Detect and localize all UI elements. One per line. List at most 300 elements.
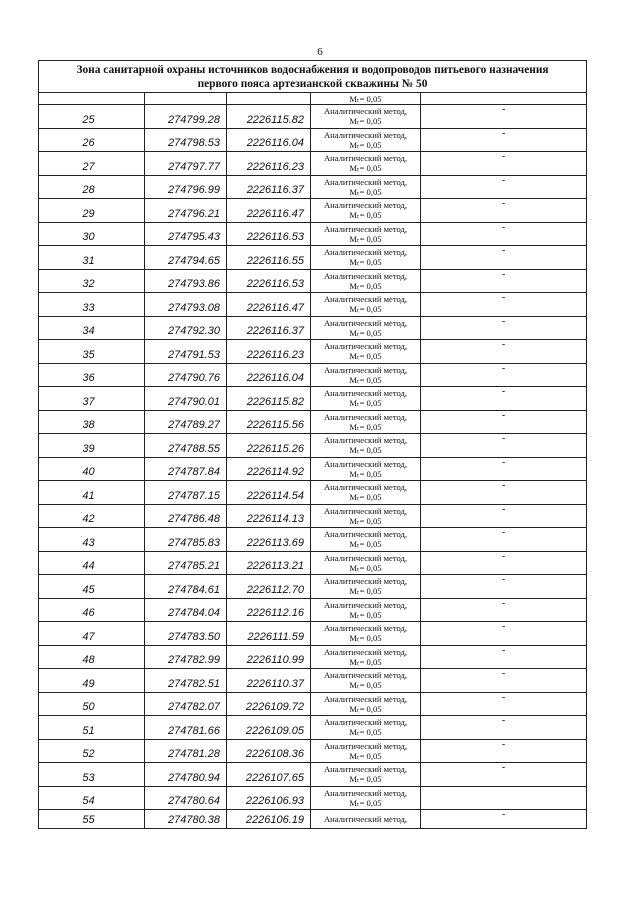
x-coordinate: 274796.21 [168, 207, 220, 220]
note-text: - [501, 621, 506, 632]
method-text: Аналитический метод, [323, 646, 408, 657]
cell-point-number [39, 434, 145, 458]
cell-method [311, 199, 421, 223]
cell-point-number [39, 692, 145, 716]
table-row [39, 528, 587, 552]
accuracy-text: Mₜ= 0,05 [349, 116, 382, 127]
note-text: - [501, 762, 506, 773]
table-row [39, 504, 587, 528]
cell-x-coordinate [145, 410, 227, 434]
point-number: 49 [82, 677, 95, 690]
point-number: 27 [82, 160, 95, 173]
cell-x-coordinate [145, 551, 227, 575]
cell-method [311, 575, 421, 599]
note-text: - [501, 644, 506, 656]
point-number: 55 [82, 814, 95, 826]
cell-y-coordinate [227, 410, 311, 434]
cell-y-coordinate [227, 199, 311, 223]
accuracy-text: Mₜ= 0,05 [349, 797, 382, 808]
y-coordinate: 2226114.13 [246, 513, 304, 525]
cell-note [421, 434, 587, 458]
cell-method [311, 152, 421, 176]
x-coordinate: 274793.08 [168, 301, 220, 314]
cell-x-coordinate [145, 222, 227, 246]
cell-y-coordinate [227, 622, 311, 646]
note-text: - [501, 104, 506, 115]
cell-y-coordinate [227, 363, 311, 387]
method-text: Аналитический метод, [323, 552, 408, 563]
cell-note [421, 645, 587, 669]
cell-point-number [39, 645, 145, 669]
cell-method [311, 175, 421, 199]
y-coordinate: 2226115.56 [246, 419, 304, 431]
cell-note [421, 739, 587, 763]
table-row [39, 551, 587, 575]
cell-y-coordinate [227, 269, 311, 293]
cell-y-coordinate [227, 152, 311, 176]
note-text: - [501, 221, 506, 233]
cell-point-number [39, 269, 145, 293]
accuracy-text: Mₜ= 0,05 [349, 727, 382, 738]
table-row [39, 363, 587, 387]
method-text: Аналитический метод, [323, 388, 408, 399]
cell-point-number [39, 246, 145, 270]
y-coordinate: 2226112.70 [246, 583, 304, 596]
cell-x-coordinate [145, 786, 227, 810]
y-coordinate: 2226116.37 [246, 184, 304, 196]
cell-method [311, 528, 421, 552]
accuracy-text: Mₜ= 0,05 [349, 351, 382, 362]
method-text: Аналитический метод, [323, 529, 408, 540]
cell-y-coordinate [227, 810, 311, 829]
cell-x-coordinate [145, 528, 227, 552]
cell-note [421, 410, 587, 434]
cell-point-number [39, 786, 145, 810]
note-text: - [501, 339, 506, 350]
cell-x-coordinate [145, 739, 227, 763]
method-text: Аналитический метод, [323, 223, 408, 234]
cell-note [421, 152, 587, 176]
x-coordinate: 274794.65 [168, 254, 220, 267]
cell-method [311, 716, 421, 740]
accuracy-text: Mₜ= 0,05 [349, 233, 382, 244]
note-text: - [501, 550, 506, 562]
table-row [39, 622, 587, 646]
y-coordinate: 2226115.82 [246, 113, 304, 126]
point-number: 47 [82, 630, 95, 643]
cell-point-number [39, 669, 145, 693]
point-number: 40 [82, 466, 95, 478]
cell-method [311, 363, 421, 387]
cell-x-coordinate [145, 269, 227, 293]
table-row [39, 387, 587, 411]
note-text: - [501, 245, 506, 256]
cell-note [421, 293, 587, 317]
cell-x-coordinate [145, 363, 227, 387]
y-coordinate: 2226116.04 [246, 137, 304, 149]
x-coordinate: 274787.84 [168, 466, 220, 478]
method-text: Аналитический метод, [323, 200, 408, 211]
cell-x-coordinate [145, 716, 227, 740]
table-row [39, 152, 587, 176]
x-coordinate: 274784.61 [168, 583, 220, 596]
cell-y [227, 93, 311, 105]
cell-x-coordinate [145, 316, 227, 340]
cell-x-coordinate [145, 340, 227, 364]
cell-method [311, 93, 421, 105]
cell-note [421, 105, 587, 129]
accuracy-text: Mₜ= 0,05 [349, 421, 382, 432]
note-text: - [501, 386, 506, 397]
method-text: Аналитический метод, [323, 411, 408, 422]
note-text: - [501, 315, 506, 327]
cell-method [311, 551, 421, 575]
y-coordinate: 2226116.53 [246, 278, 304, 290]
cell-note [421, 763, 587, 787]
coordinates-table [38, 60, 587, 829]
note-text: - [501, 268, 506, 280]
cell-note [421, 246, 587, 270]
x-coordinate: 274791.53 [168, 348, 220, 361]
cell-method [311, 481, 421, 505]
note-text: - [501, 292, 506, 303]
accuracy-text: Mₜ= 0,05 [349, 468, 382, 479]
cell-note [421, 786, 587, 810]
point-number: 51 [82, 724, 95, 737]
cell-point-number [39, 457, 145, 481]
note-text: - [501, 433, 506, 444]
x-coordinate: 274785.21 [168, 560, 220, 572]
cell-y-coordinate [227, 598, 311, 622]
cell-y-coordinate [227, 340, 311, 364]
method-text: Аналитический метод, [323, 717, 408, 728]
point-number: 34 [82, 325, 95, 337]
y-coordinate: 2226115.26 [246, 442, 304, 455]
x-coordinate: 274798.53 [168, 137, 220, 149]
table-row [39, 575, 587, 599]
cell-method [311, 763, 421, 787]
cell-method [311, 457, 421, 481]
y-coordinate: 2226111.59 [247, 630, 304, 643]
cell-note [421, 340, 587, 364]
x-coordinate: 274782.51 [168, 677, 220, 690]
cell-method [311, 810, 421, 829]
y-coordinate: 2226113.21 [246, 560, 304, 572]
accuracy-text: Mₜ= 0,05 [349, 93, 382, 104]
note-text: - [501, 456, 506, 468]
y-coordinate: 2226109.72 [245, 701, 304, 713]
cell-point-number [39, 504, 145, 528]
y-coordinate: 2226116.47 [246, 301, 304, 314]
point-number: 38 [82, 419, 95, 431]
table-row [39, 410, 587, 434]
cell-point-number [39, 575, 145, 599]
x-coordinate: 274796.99 [168, 184, 220, 196]
x-coordinate: 274792.30 [168, 325, 220, 337]
cell-note [421, 716, 587, 740]
y-coordinate: 2226116.55 [246, 254, 304, 267]
accuracy-text: Mₜ= 0,05 [349, 210, 382, 221]
accuracy-text: Mₜ= 0,05 [349, 586, 382, 597]
y-coordinate: 2226114.92 [246, 466, 304, 478]
point-number: 42 [82, 513, 95, 525]
note-text: - [501, 174, 506, 186]
note-text: - [501, 668, 506, 679]
note-text: - [501, 809, 506, 820]
table-row [39, 340, 587, 364]
cell-point-number [39, 199, 145, 223]
cell-y-coordinate [227, 763, 311, 787]
cell-x-coordinate [145, 575, 227, 599]
cell-x-coordinate [145, 175, 227, 199]
table-row [39, 316, 587, 340]
cell-x-coordinate [145, 387, 227, 411]
table-row [39, 786, 587, 810]
page-number: 6 [317, 46, 323, 58]
accuracy-text: Mₜ= 0,05 [349, 445, 382, 456]
cell-y-coordinate [227, 692, 311, 716]
continued-row [39, 93, 587, 105]
point-number: 44 [82, 560, 95, 572]
accuracy-text: Mₜ= 0,05 [349, 163, 382, 174]
cell-note [421, 810, 587, 829]
x-coordinate: 274780.94 [168, 771, 220, 784]
cell-method [311, 692, 421, 716]
cell-point-number [39, 316, 145, 340]
cell-y-coordinate [227, 716, 311, 740]
point-number: 36 [82, 372, 95, 384]
cell-method [311, 622, 421, 646]
cell-method [311, 739, 421, 763]
table-row [39, 269, 587, 293]
cell-point-number [39, 175, 145, 199]
method-text: Аналитический метод, [323, 458, 408, 469]
cell-note [421, 93, 587, 105]
accuracy-text: Mₜ= 0,05 [349, 703, 382, 714]
note-text: - [501, 198, 506, 209]
accuracy-text: Mₜ= 0,05 [349, 515, 382, 526]
cell-point-number [39, 410, 145, 434]
cell-point-number [39, 387, 145, 411]
table-row [39, 175, 587, 199]
table-header-row [39, 61, 587, 93]
y-coordinate: 2226115.82 [246, 395, 304, 408]
cell-method [311, 598, 421, 622]
cell-y-coordinate [227, 457, 311, 481]
note-text: - [501, 691, 506, 703]
table-title-line-2: первого пояса артезианской скважины № 50 [197, 78, 428, 90]
point-number: 37 [82, 395, 95, 408]
table-row [39, 128, 587, 152]
cell-x-coordinate [145, 598, 227, 622]
cell-y-coordinate [227, 128, 311, 152]
cell-note [421, 269, 587, 293]
note-text: - [501, 480, 506, 491]
cell-note [421, 316, 587, 340]
method-text: Аналитический метод, [323, 764, 408, 775]
cell-y-coordinate [227, 105, 311, 129]
cell-y-coordinate [227, 575, 311, 599]
method-text: Аналитический метод, [323, 482, 408, 493]
cell-y-coordinate [227, 504, 311, 528]
cell-x-coordinate [145, 293, 227, 317]
accuracy-text: Mₜ= 0,05 [349, 750, 382, 761]
cell-y-coordinate [227, 739, 311, 763]
cell-y-coordinate [227, 316, 311, 340]
method-text: Аналитический метод, [323, 576, 408, 587]
cell-x-coordinate [145, 152, 227, 176]
x-coordinate: 274795.43 [168, 231, 220, 243]
x-coordinate: 274793.86 [168, 278, 220, 290]
accuracy-text: Mₜ= 0,05 [349, 492, 382, 503]
accuracy-text: Mₜ= 0,05 [349, 327, 382, 338]
x-coordinate: 274789.27 [168, 419, 220, 431]
note-text: - [501, 715, 506, 726]
cell-x-coordinate [145, 645, 227, 669]
cell-method [311, 105, 421, 129]
table-row [39, 645, 587, 669]
point-number: 32 [82, 278, 95, 290]
cell-method [311, 269, 421, 293]
cell-note [421, 363, 587, 387]
point-number: 33 [82, 301, 95, 314]
x-coordinate: 274799.28 [168, 113, 220, 126]
point-number: 41 [82, 489, 95, 502]
cell-point-number [39, 152, 145, 176]
cell-point-number [39, 763, 145, 787]
cell-point-number [39, 551, 145, 575]
x-coordinate: 274783.50 [168, 630, 220, 643]
method-text: Аналитический метод, [323, 317, 408, 328]
y-coordinate: 2226106.93 [245, 795, 304, 807]
cell-note [421, 692, 587, 716]
cell-method [311, 293, 421, 317]
point-number: 45 [82, 583, 95, 596]
note-text: - [501, 574, 506, 585]
cell-y-coordinate [227, 387, 311, 411]
x-coordinate: 274785.83 [168, 536, 220, 549]
cell-point-number [39, 293, 145, 317]
table-row-last [39, 810, 587, 829]
x-coordinate: 274790.01 [168, 395, 220, 408]
accuracy-text: Mₜ= 0,05 [349, 774, 382, 785]
point-number: 25 [82, 113, 95, 126]
method-text: Аналитический метод, [323, 435, 408, 446]
x-coordinate: 274786.48 [168, 513, 220, 525]
y-coordinate: 2226109.05 [245, 724, 304, 737]
method-text: Аналитический метод, [323, 670, 408, 681]
cell-note [421, 128, 587, 152]
table-row [39, 222, 587, 246]
note-text: - [501, 597, 506, 609]
cell-method [311, 504, 421, 528]
accuracy-text: Mₜ= 0,05 [349, 539, 382, 550]
accuracy-text: Mₜ= 0,05 [349, 139, 382, 150]
y-coordinate: 2226113.69 [246, 536, 304, 549]
x-coordinate: 274781.28 [168, 748, 220, 760]
y-coordinate: 2226116.53 [246, 231, 304, 243]
table-row [39, 199, 587, 223]
cell-note [421, 387, 587, 411]
cell-x [145, 93, 227, 105]
cell-y-coordinate [227, 786, 311, 810]
method-text: Аналитический метод, [323, 106, 408, 117]
method-text: Аналитический метод, [323, 247, 408, 258]
cell-point-number [39, 739, 145, 763]
accuracy-text: Mₜ= 0,05 [349, 398, 382, 409]
cell-method [311, 340, 421, 364]
y-coordinate: 2226110.99 [246, 654, 304, 666]
cell-x-coordinate [145, 622, 227, 646]
y-coordinate: 2226112.16 [246, 607, 304, 619]
cell-point-number [39, 105, 145, 129]
cell-method [311, 410, 421, 434]
note-text: - [501, 362, 506, 374]
point-number: 53 [82, 771, 95, 784]
point-number: 29 [82, 207, 95, 220]
cell-method [311, 434, 421, 458]
note-text: - [501, 503, 506, 515]
y-coordinate: 2226116.47 [246, 207, 304, 220]
cell-y-coordinate [227, 222, 311, 246]
table-row [39, 105, 587, 129]
cell-note [421, 175, 587, 199]
point-number: 54 [82, 795, 95, 807]
point-number: 30 [82, 231, 95, 243]
method-text: Аналитический метод, [323, 787, 408, 798]
accuracy-text: Mₜ= 0,05 [349, 562, 382, 573]
point-number: 35 [82, 348, 95, 361]
cell-point-number [39, 810, 145, 829]
cell-num [39, 93, 145, 105]
x-coordinate: 274780.64 [168, 795, 220, 807]
y-coordinate: 2226114.54 [246, 489, 304, 502]
y-coordinate: 2226108.36 [245, 748, 304, 760]
cell-y-coordinate [227, 645, 311, 669]
accuracy-text: Mₜ= 0,05 [349, 257, 382, 268]
cell-point-number [39, 716, 145, 740]
cell-y-coordinate [227, 528, 311, 552]
method-text: Аналитический метод, [323, 814, 408, 824]
table-row [39, 434, 587, 458]
cell-x-coordinate [145, 763, 227, 787]
y-coordinate: 2226116.23 [246, 348, 304, 361]
method-text: Аналитический метод, [323, 294, 408, 305]
cell-y-coordinate [227, 293, 311, 317]
note-text: - [501, 151, 506, 162]
point-number: 46 [82, 607, 95, 619]
cell-point-number [39, 598, 145, 622]
x-coordinate: 274784.04 [168, 607, 220, 619]
cell-y-coordinate [227, 246, 311, 270]
method-text: Аналитический метод, [323, 270, 408, 281]
table-row [39, 763, 587, 787]
cell-method [311, 786, 421, 810]
cell-x-coordinate [145, 504, 227, 528]
note-text: - [501, 738, 506, 750]
cell-method [311, 222, 421, 246]
point-number: 28 [82, 184, 95, 196]
point-number: 26 [82, 137, 95, 149]
cell-x-coordinate [145, 810, 227, 829]
point-number: 31 [82, 254, 95, 267]
method-text: Аналитический метод, [323, 623, 408, 634]
accuracy-text: Mₜ= 0,05 [349, 656, 382, 667]
cell-y-coordinate [227, 551, 311, 575]
cell-method [311, 645, 421, 669]
cell-x-coordinate [145, 128, 227, 152]
accuracy-text: Mₜ= 0,05 [349, 680, 382, 691]
